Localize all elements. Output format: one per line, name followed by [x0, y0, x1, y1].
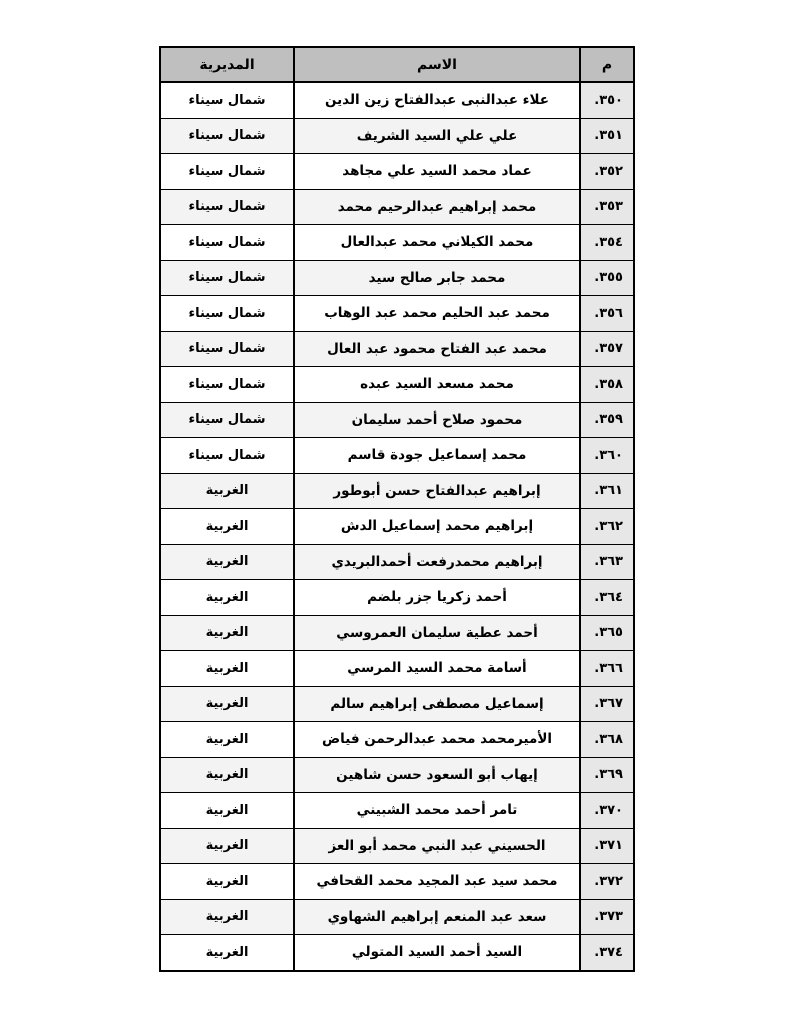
row-number: ٣٧٤.: [580, 935, 634, 971]
row-number: ٣٦١.: [580, 473, 634, 509]
document-page: [159, 46, 633, 972]
row-directorate: الغربية: [160, 651, 294, 687]
row-number: ٣٦٩.: [580, 757, 634, 793]
table-row: [160, 722, 634, 758]
row-name: إسماعيل مصطفى إبراهيم سالم: [294, 686, 580, 722]
row-directorate: شمال سيناء: [160, 260, 294, 296]
row-name: تامر أحمد محمد الشبيني: [294, 793, 580, 829]
row-number: ٣٦٨.: [580, 722, 634, 758]
table-row: [160, 331, 634, 367]
row-directorate: شمال سيناء: [160, 296, 294, 332]
row-directorate: الغربية: [160, 615, 294, 651]
row-directorate: الغربية: [160, 509, 294, 545]
row-directorate: شمال سيناء: [160, 225, 294, 261]
row-number: ٣٥٧.: [580, 331, 634, 367]
row-number: ٣٦٠.: [580, 438, 634, 474]
table-row: [160, 118, 634, 154]
row-directorate: الغربية: [160, 580, 294, 616]
header-name: الاسم: [294, 47, 580, 82]
row-number: ٣٦٢.: [580, 509, 634, 545]
row-name: الحسيني عبد النبي محمد أبو العز: [294, 828, 580, 864]
table-row: [160, 615, 634, 651]
row-name: إبراهيم محمدرفعت أحمدالبريدي: [294, 544, 580, 580]
row-name: علي علي السيد الشريف: [294, 118, 580, 154]
table-row: [160, 473, 634, 509]
row-name: إبراهيم عبدالفتاح حسن أبوطور: [294, 473, 580, 509]
table-row: [160, 899, 634, 935]
row-directorate: الغربية: [160, 722, 294, 758]
row-name: أسامة محمد السيد المرسي: [294, 651, 580, 687]
table-row: [160, 935, 634, 971]
row-directorate: الغربية: [160, 793, 294, 829]
row-number: ٣٦٥.: [580, 615, 634, 651]
table-row: [160, 296, 634, 332]
header-directorate: المديرية: [160, 47, 294, 82]
row-number: ٣٥٤.: [580, 225, 634, 261]
table-row: [160, 154, 634, 190]
row-directorate: شمال سيناء: [160, 189, 294, 225]
row-number: ٣٦٦.: [580, 651, 634, 687]
row-number: ٣٥٠.: [580, 82, 634, 118]
table-row: [160, 438, 634, 474]
table-row: [160, 544, 634, 580]
row-directorate: الغربية: [160, 935, 294, 971]
row-number: ٣٥٩.: [580, 402, 634, 438]
row-directorate: الغربية: [160, 757, 294, 793]
table-row: [160, 260, 634, 296]
row-number: ٣٥٦.: [580, 296, 634, 332]
row-name: السيد أحمد السيد المتولي: [294, 935, 580, 971]
table-row: [160, 651, 634, 687]
row-number: ٣٦٣.: [580, 544, 634, 580]
row-number: ٣٦٤.: [580, 580, 634, 616]
row-directorate: الغربية: [160, 544, 294, 580]
row-name: محمد إبراهيم عبدالرحيم محمد: [294, 189, 580, 225]
row-number: ٣٥١.: [580, 118, 634, 154]
row-name: الأميرمحمد محمد عبدالرحمن فياض: [294, 722, 580, 758]
table-row: [160, 189, 634, 225]
row-directorate: الغربية: [160, 686, 294, 722]
row-number: ٣٦٧.: [580, 686, 634, 722]
row-number: ٣٧٣.: [580, 899, 634, 935]
row-name: محمد جابر صالح سيد: [294, 260, 580, 296]
row-name: عماد محمد السيد علي مجاهد: [294, 154, 580, 190]
row-number: ٣٥٨.: [580, 367, 634, 403]
row-name: محمد عبد الفتاح محمود عبد العال: [294, 331, 580, 367]
row-number: ٣٥٣.: [580, 189, 634, 225]
table-row: [160, 509, 634, 545]
row-number: ٣٥٥.: [580, 260, 634, 296]
row-directorate: شمال سيناء: [160, 118, 294, 154]
row-number: ٣٧١.: [580, 828, 634, 864]
table-row: [160, 757, 634, 793]
row-directorate: شمال سيناء: [160, 402, 294, 438]
row-name: سعد عبد المنعم إبراهيم الشهاوي: [294, 899, 580, 935]
table-row: [160, 225, 634, 261]
table-row: [160, 864, 634, 900]
row-directorate: الغربية: [160, 828, 294, 864]
row-directorate: الغربية: [160, 864, 294, 900]
row-name: محمد سيد عبد المجيد محمد القحافي: [294, 864, 580, 900]
header-number: م: [580, 47, 634, 82]
table-row: [160, 367, 634, 403]
row-name: محمد مسعد السيد عبده: [294, 367, 580, 403]
table-row: [160, 793, 634, 829]
row-directorate: الغربية: [160, 899, 294, 935]
row-name: إيهاب أبو السعود حسن شاهين: [294, 757, 580, 793]
row-directorate: شمال سيناء: [160, 154, 294, 190]
row-number: ٣٥٢.: [580, 154, 634, 190]
table-row: [160, 402, 634, 438]
table-row: [160, 82, 634, 118]
names-table: [159, 46, 635, 972]
row-directorate: الغربية: [160, 473, 294, 509]
row-directorate: شمال سيناء: [160, 82, 294, 118]
row-name: محمد إسماعيل جودة قاسم: [294, 438, 580, 474]
row-name: محمد الكيلاني محمد عبدالعال: [294, 225, 580, 261]
header-row: [160, 47, 634, 82]
table-body: [160, 82, 634, 971]
row-name: محمد عبد الحليم محمد عبد الوهاب: [294, 296, 580, 332]
table-row: [160, 580, 634, 616]
row-name: أحمد عطية سليمان العمروسي: [294, 615, 580, 651]
row-number: ٣٧٢.: [580, 864, 634, 900]
row-name: علاء عبدالنبى عبدالفتاح زين الدين: [294, 82, 580, 118]
table-row: [160, 686, 634, 722]
row-name: أحمد زكريا جزر بلضم: [294, 580, 580, 616]
row-number: ٣٧٠.: [580, 793, 634, 829]
table-row: [160, 828, 634, 864]
row-directorate: شمال سيناء: [160, 438, 294, 474]
row-directorate: شمال سيناء: [160, 331, 294, 367]
table-header: [160, 47, 634, 82]
row-name: محمود صلاح أحمد سليمان: [294, 402, 580, 438]
row-name: إبراهيم محمد إسماعيل الدش: [294, 509, 580, 545]
row-directorate: شمال سيناء: [160, 367, 294, 403]
